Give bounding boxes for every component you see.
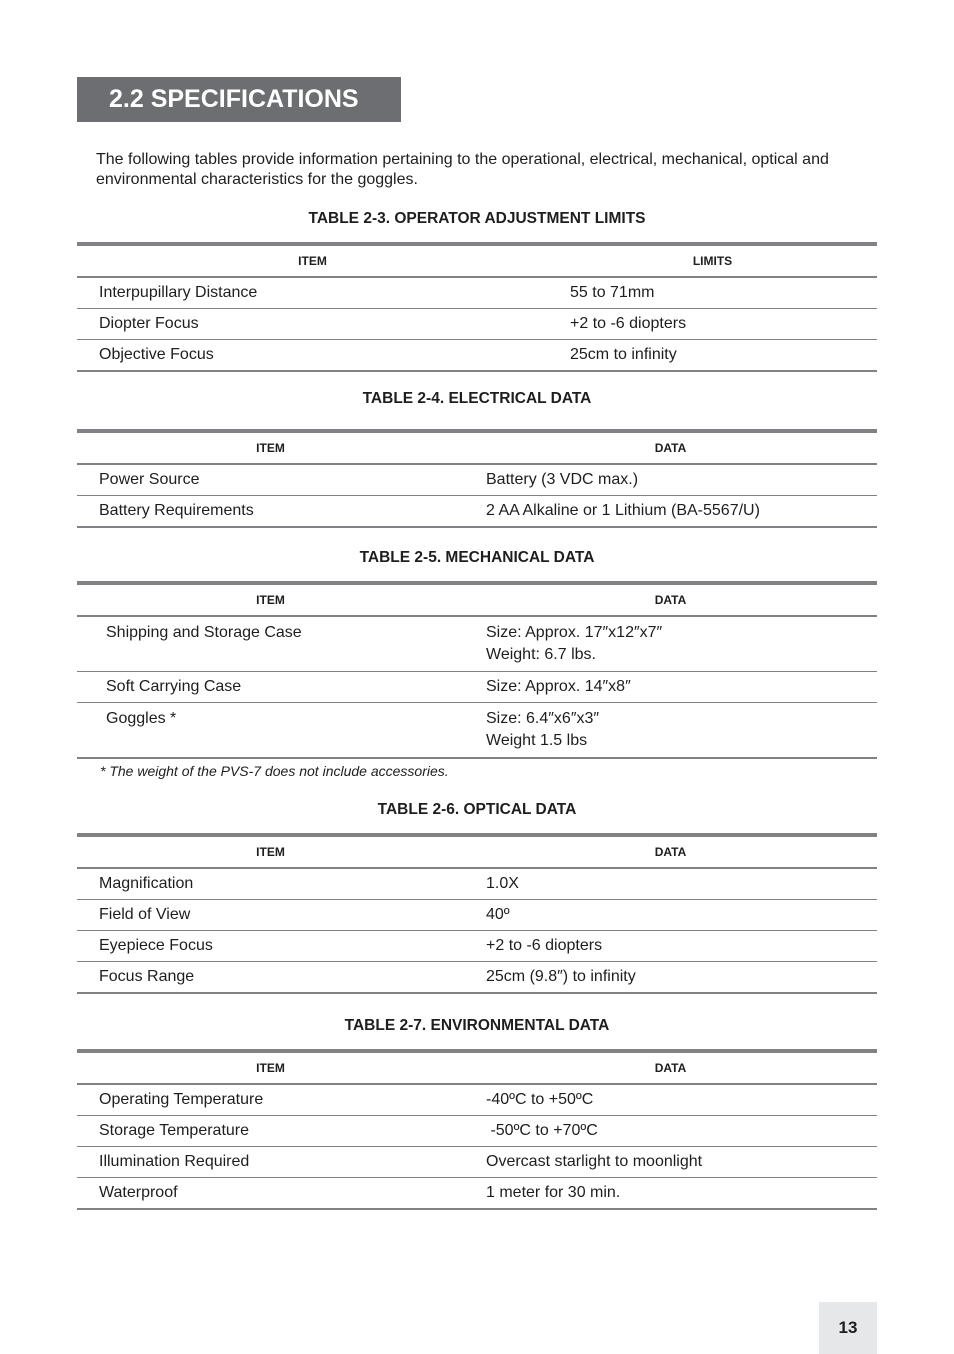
weight-value: Weight: 6.7 lbs. <box>486 646 596 663</box>
weight-value: Weight 1.5 lbs <box>486 732 588 749</box>
table-row <box>77 1116 877 1147</box>
table-row <box>77 309 877 340</box>
table-2-3-title: TABLE 2-3. OPERATOR ADJUSTMENT LIMITS <box>308 210 646 227</box>
value-cell: 2 AA Alkaline or 1 Lithium (BA-5567/U) <box>464 496 877 528</box>
size-value: Size: 6.4″x6″x3″ <box>486 710 600 727</box>
table-row <box>77 277 877 309</box>
table-row <box>77 464 877 496</box>
column-header-item: ITEM <box>77 244 548 277</box>
mechanical-data-table <box>77 581 877 759</box>
section-title: 2.2 SPECIFICATIONS <box>77 77 401 122</box>
size-value: Size: Approx. 17″x12″x7″ <box>486 624 663 641</box>
value-cell: 1 meter for 30 min. <box>464 1178 877 1210</box>
value-cell: +2 to -6 diopters <box>548 309 877 340</box>
environmental-data-table <box>77 1049 877 1210</box>
column-header-item: ITEM <box>77 583 464 616</box>
item-cell: Illumination Required <box>77 1147 464 1178</box>
item-cell: Shipping and Storage Case <box>77 616 464 672</box>
intro-paragraph: The following tables provide information pertaining to the operational, electrical, mechanical, optical and environmental characteristics for the goggles. <box>96 151 829 188</box>
column-header-data: DATA <box>464 431 877 464</box>
item-cell: Field of View <box>77 900 464 931</box>
table-row <box>77 1084 877 1116</box>
value-cell: Battery (3 VDC max.) <box>464 464 877 496</box>
page-number: 13 <box>819 1302 877 1354</box>
item-cell: Storage Temperature <box>77 1116 464 1147</box>
item-cell: Operating Temperature <box>77 1084 464 1116</box>
value-cell: 1.0X <box>464 868 877 900</box>
column-header-item: ITEM <box>77 1051 464 1084</box>
item-cell: Interpupillary Distance <box>77 277 548 309</box>
table-2-7-title: TABLE 2-7. ENVIRONMENTAL DATA <box>344 1017 610 1034</box>
item-cell: Focus Range <box>77 962 464 994</box>
column-header-data: DATA <box>464 835 877 868</box>
electrical-data-table <box>77 429 877 528</box>
table-row <box>77 340 877 372</box>
table-row <box>77 931 877 962</box>
table-2-4-title: TABLE 2-4. ELECTRICAL DATA <box>362 390 592 407</box>
value-cell: 40º <box>464 900 877 931</box>
column-header-limits: LIMITS <box>548 244 877 277</box>
table-row <box>77 900 877 931</box>
column-header-data: DATA <box>464 583 877 616</box>
item-cell: Battery Requirements <box>77 496 464 528</box>
value-cell: 25cm to infinity <box>548 340 877 372</box>
item-cell: Objective Focus <box>77 340 548 372</box>
table-row <box>77 616 877 672</box>
value-cell: 25cm (9.8″) to infinity <box>464 962 877 994</box>
table-row <box>77 1147 877 1178</box>
table-row <box>77 1178 877 1210</box>
table-row <box>77 496 877 528</box>
value-cell: Size: Approx. 14″x8″ <box>464 672 877 703</box>
table-2-6-title: TABLE 2-6. OPTICAL DATA <box>377 801 577 818</box>
value-cell: +2 to -6 diopters <box>464 931 877 962</box>
value-cell: -50ºC to +70ºC <box>464 1116 877 1147</box>
table-row <box>77 672 877 703</box>
table-row <box>77 868 877 900</box>
item-cell: Waterproof <box>77 1178 464 1210</box>
item-cell: Power Source <box>77 464 464 496</box>
table-row <box>77 703 877 759</box>
item-cell: Eyepiece Focus <box>77 931 464 962</box>
operator-adjustment-limits-table <box>77 242 877 372</box>
table-2-5-title: TABLE 2-5. MECHANICAL DATA <box>359 549 595 566</box>
table-footnote: * The weight of the PVS-7 does not include accessories. <box>100 763 449 779</box>
value-cell: 55 to 71mm <box>548 277 877 309</box>
column-header-item: ITEM <box>77 835 464 868</box>
table-row <box>77 962 877 994</box>
optical-data-table <box>77 833 877 994</box>
column-header-item: ITEM <box>77 431 464 464</box>
item-cell: Diopter Focus <box>77 309 548 340</box>
column-header-data: DATA <box>464 1051 877 1084</box>
value-cell: Overcast starlight to moonlight <box>464 1147 877 1178</box>
value-cell: -40ºC to +50ºC <box>464 1084 877 1116</box>
item-cell: Magnification <box>77 868 464 900</box>
item-cell: Goggles * <box>77 703 464 759</box>
item-cell: Soft Carrying Case <box>77 672 464 703</box>
